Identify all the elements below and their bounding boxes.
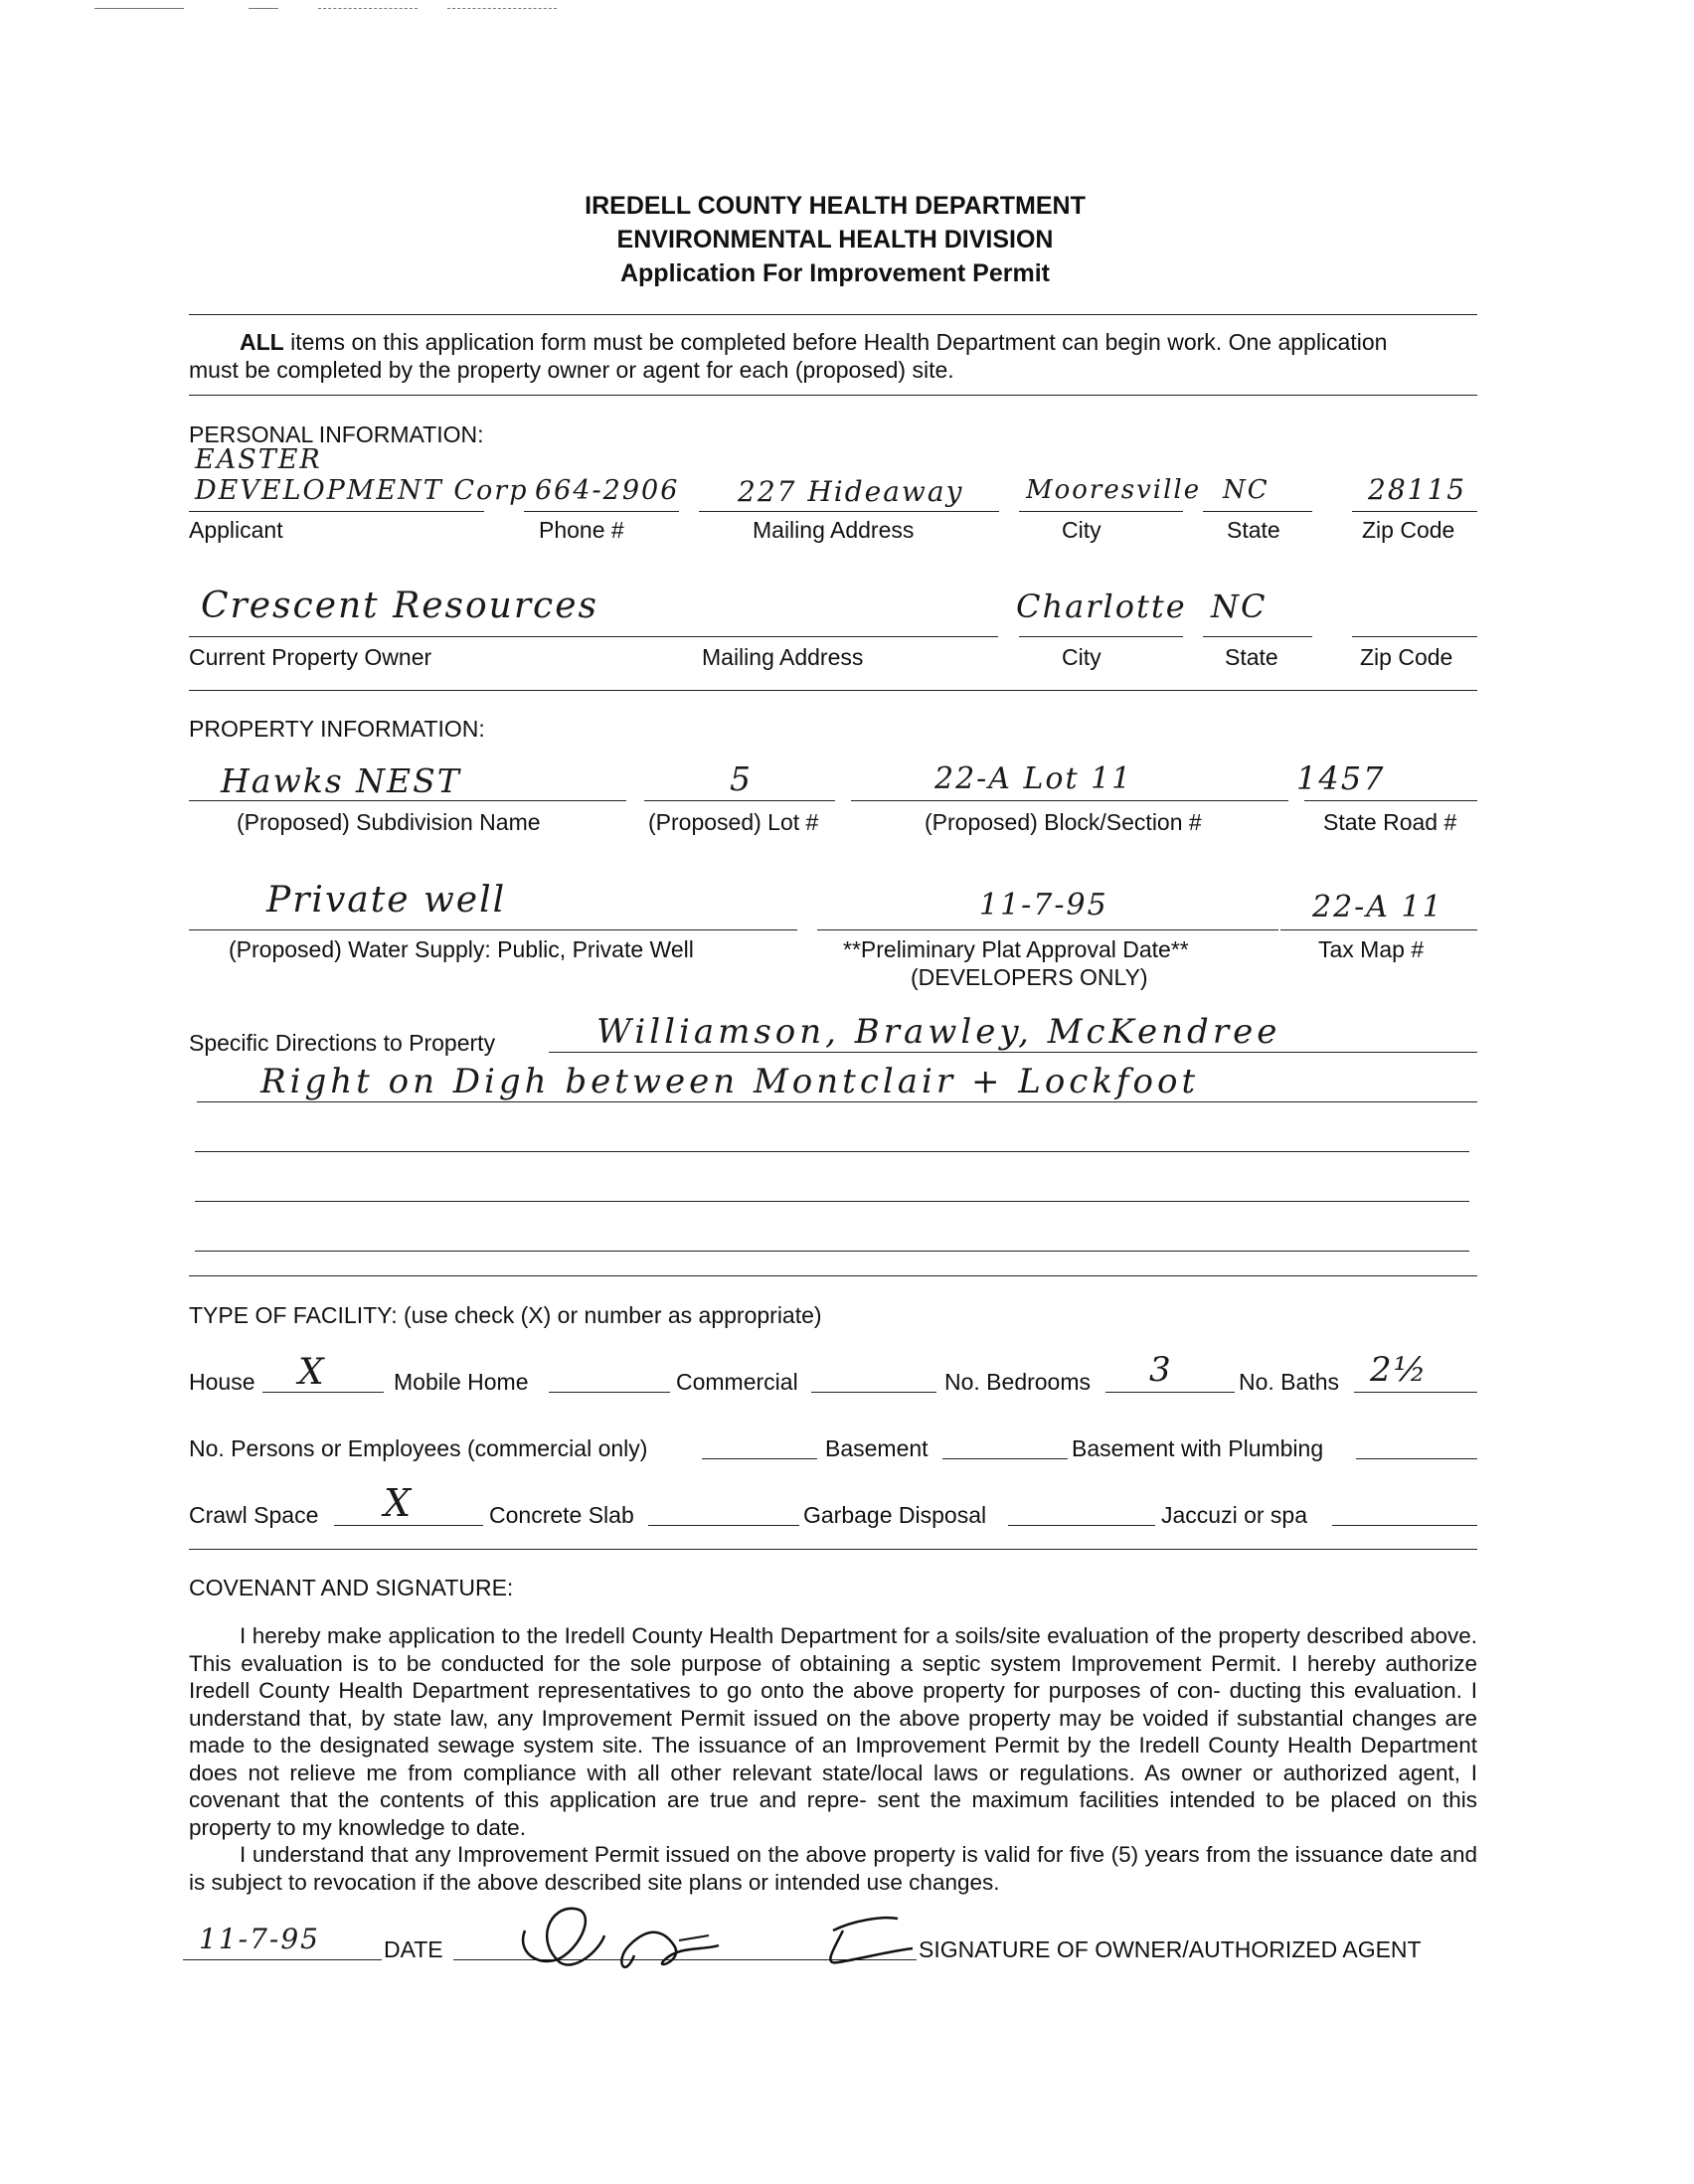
lot-line	[644, 800, 835, 801]
directions-line	[195, 1201, 1469, 1202]
lot-label: (Proposed) Lot #	[648, 809, 819, 835]
applicant-name-line1: EASTER	[195, 444, 322, 475]
mailing-address-label: Mailing Address	[753, 517, 915, 543]
tax-map-value: 22-A 11	[1312, 890, 1443, 924]
covenant-text	[189, 1622, 1477, 1896]
crawl-space-check-mark: X	[384, 1481, 414, 1525]
jacuzzi-label: Jaccuzi or spa	[1161, 1502, 1308, 1528]
directions-line	[195, 1251, 1469, 1252]
water-supply-value: Private well	[266, 880, 507, 921]
applicant-zip-value: 28115	[1368, 473, 1467, 506]
garbage-disposal-line	[1008, 1525, 1155, 1526]
directions-line-1-value: Williamson, Brawley, McKendree	[596, 1012, 1281, 1052]
scan-artifact	[447, 8, 557, 9]
rule	[189, 1549, 1477, 1550]
covenant-heading: COVENANT AND SIGNATURE:	[189, 1575, 514, 1600]
applicant-city-value: Mooresville	[1026, 475, 1202, 505]
commercial-label: Commercial	[676, 1369, 798, 1395]
bedrooms-value: 3	[1149, 1350, 1173, 1390]
garbage-disposal-label: Garbage Disposal	[803, 1502, 987, 1528]
applicant-name-line2: DEVELOPMENT Corp	[195, 475, 529, 506]
plat-line	[817, 929, 1278, 930]
applicant-label: Applicant	[189, 517, 283, 543]
scan-artifact	[318, 8, 418, 9]
signature-date-value: 11-7-95	[199, 1923, 320, 1955]
concrete-slab-line	[648, 1525, 799, 1526]
subdivision-label: (Proposed) Subdivision Name	[237, 809, 541, 835]
city-label: City	[1062, 517, 1101, 543]
date-line	[183, 1959, 382, 1960]
directions-line	[549, 1052, 1477, 1053]
owner-mailing-label: Mailing Address	[702, 644, 864, 670]
bedrooms-line	[1105, 1392, 1235, 1393]
owner-name-value: Crescent Resources	[201, 586, 598, 626]
developers-only-note: (DEVELOPERS ONLY)	[911, 964, 1148, 990]
water-line	[189, 929, 797, 930]
facility-heading: TYPE OF FACILITY: (use check (X) or number as appropriate)	[189, 1302, 822, 1328]
rule	[189, 314, 1477, 315]
subdivision-line	[189, 800, 626, 801]
persons-line	[702, 1458, 817, 1459]
basement-plumbing-label: Basement with Plumbing	[1072, 1435, 1324, 1461]
covenant-paragraph-1: I hereby make application to the Iredell County Health Department for a soils/site evaluation of the property described above. This evaluation is to be conducted for the sole purpose of obtaining a septic system Improvement Permit. I hereby authorize Iredell County Health Department representatives to go onto the above property for purposes of con- ducting this evaluation. I understand that, by state law, any Improvement Permit issued on the above property may be voided if substantial changes are made to the designated sewage system site. The issuance of an Improvement Permit by the Iredell County Health Department does not relieve me from compliance with all other relevant state/local laws or regulations. As owner or authorized agent, I covenant that the contents of this application are true and repre- sent the maximum facilities intended to be placed on this property to my knowledge to date.	[189, 1623, 1477, 1840]
owner-city-value: Charlotte	[1016, 588, 1187, 625]
tax-map-label: Tax Map #	[1318, 936, 1425, 962]
owner-label: Current Property Owner	[189, 644, 432, 670]
baths-line	[1354, 1392, 1477, 1393]
directions-line	[195, 1151, 1469, 1152]
zip-line	[1352, 511, 1477, 512]
zip-label: Zip Code	[1362, 517, 1455, 543]
owner-line	[189, 636, 998, 637]
date-label: DATE	[384, 1936, 443, 1962]
house-check-mark: X	[298, 1352, 326, 1393]
baths-value: 2½	[1370, 1350, 1429, 1390]
crawl-space-line	[334, 1525, 483, 1526]
mobile-home-line	[549, 1392, 670, 1393]
intro-line-1: ALL items on this application form must be completed before Health Department can begin work. One application	[240, 329, 1388, 355]
intro-line-2: must be completed by the property owner or agent for each (proposed) site.	[189, 357, 954, 383]
property-info-heading: PROPERTY INFORMATION:	[189, 716, 485, 742]
rule	[189, 395, 1477, 396]
block-value: 22-A Lot 11	[934, 761, 1133, 796]
owner-state-label: State	[1225, 644, 1278, 670]
division-title: ENVIRONMENTAL HEALTH DIVISION	[616, 226, 1054, 253]
applicant-address-value: 227 Hideaway	[738, 475, 964, 508]
scan-artifact	[94, 8, 184, 9]
commercial-line	[811, 1392, 936, 1393]
scan-artifact	[249, 8, 278, 9]
state-line	[1203, 511, 1312, 512]
owner-city-line	[1019, 636, 1183, 637]
phone-label: Phone #	[539, 517, 624, 543]
water-supply-label: (Proposed) Water Supply: Public, Private Well	[229, 936, 694, 962]
phone-line	[524, 511, 679, 512]
signature-image	[505, 1901, 942, 1990]
road-label: State Road #	[1323, 809, 1457, 835]
city-line	[1019, 511, 1183, 512]
owner-state-value: NC	[1211, 588, 1268, 625]
basement-label: Basement	[825, 1435, 929, 1461]
persons-label: No. Persons or Employees (commercial only)	[189, 1435, 648, 1461]
taxmap-line	[1280, 929, 1477, 930]
basement-plumbing-line	[1356, 1458, 1477, 1459]
mobile-home-label: Mobile Home	[394, 1369, 529, 1395]
house-label: House	[189, 1369, 255, 1395]
department-title: IREDELL COUNTY HEALTH DEPARTMENT	[585, 192, 1086, 220]
lot-value: 5	[730, 759, 753, 798]
form-title: Application For Improvement Permit	[619, 259, 1050, 287]
applicant-state-value: NC	[1223, 475, 1270, 505]
owner-city-label: City	[1062, 644, 1101, 670]
directions-label: Specific Directions to Property	[189, 1030, 496, 1056]
crawl-space-label: Crawl Space	[189, 1502, 319, 1528]
applicant-phone-value: 664-2906	[535, 475, 680, 506]
rule	[189, 1275, 1477, 1276]
mailing-line	[699, 511, 999, 512]
block-line	[851, 800, 1288, 801]
plat-date-label: **Preliminary Plat Approval Date**	[843, 936, 1189, 962]
directions-line-2-value: Right on Digh between Montclair + Lockfoot	[260, 1062, 1200, 1101]
road-value: 1457	[1296, 759, 1386, 797]
jacuzzi-line	[1332, 1525, 1477, 1526]
owner-zip-line	[1352, 636, 1477, 637]
baths-label: No. Baths	[1239, 1369, 1339, 1395]
personal-info-heading: PERSONAL INFORMATION:	[189, 421, 484, 447]
basement-line	[942, 1458, 1068, 1459]
covenant-paragraph-2: I understand that any Improvement Permit issued on the above property is valid for five (5) years from the issuance date and is subject to revocation if the above described site plans or intended use changes.	[189, 1842, 1477, 1895]
applicant-line	[189, 511, 484, 512]
owner-state-line	[1203, 636, 1312, 637]
directions-line	[197, 1101, 1477, 1102]
block-label: (Proposed) Block/Section #	[925, 809, 1202, 835]
rule	[189, 690, 1477, 691]
state-label: State	[1227, 517, 1280, 543]
concrete-slab-label: Concrete Slab	[489, 1502, 634, 1528]
signature-label: SIGNATURE OF OWNER/AUTHORIZED AGENT	[919, 1936, 1422, 1962]
subdivision-value: Hawks NEST	[221, 761, 461, 800]
bedrooms-label: No. Bedrooms	[944, 1369, 1092, 1395]
road-line	[1304, 800, 1477, 801]
owner-zip-label: Zip Code	[1360, 644, 1453, 670]
plat-date-value: 11-7-95	[979, 888, 1108, 923]
